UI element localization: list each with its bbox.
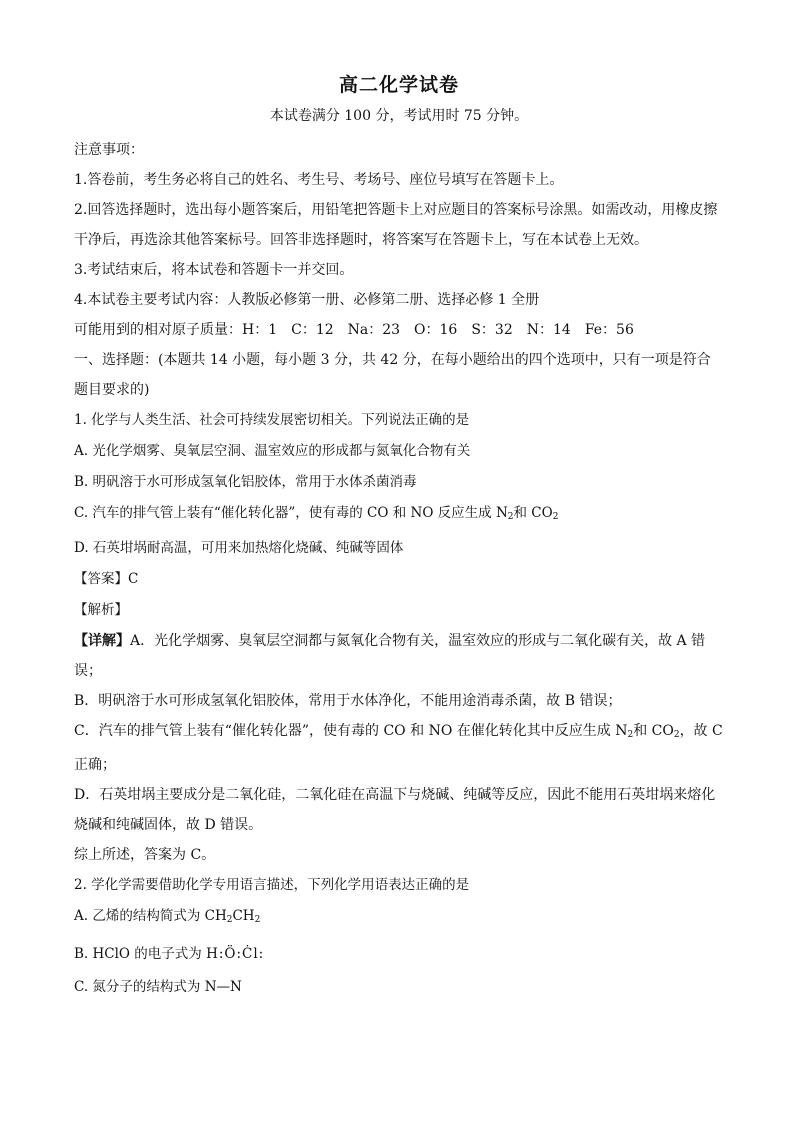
question-1-summary: 综上所述，答案为 C。: [74, 847, 216, 863]
exam-page: [74, 70, 724, 1003]
question-1-option-a: A. 光化学烟雾、臭氧层空洞、温室效应的形成都与氮氧化合物有关: [74, 443, 471, 459]
question-1-answer: 【答案】C: [74, 571, 139, 587]
section-heading: 一、选择题：(本题共 14 小题，每小题 3 分，共 42 分，在每小题给出的四个选项中，只有一项是符合题目要求的): [74, 352, 711, 398]
question-1-detail-a: 【详解】A．光化学烟雾、臭氧层空洞都与氮氧化合物有关，温室效应的形成与二氧化碳有关，故 A 错误；: [74, 633, 706, 679]
question-1-option-b: B. 明矾溶于水可形成氢氧化铝胶体，常用于水体杀菌消毒: [74, 474, 417, 490]
hclo-electron-formula: H:Ö:Ċl:: [206, 946, 265, 962]
exam-subtitle: 本试卷满分 100 分，考试用时 75 分钟。: [269, 108, 529, 124]
question-2-option-b: B. HClO 的电子式为 H:Ö:Ċl:: [74, 946, 265, 962]
question-1-detail-d: D．石英坩埚主要成分是二氧化硅，二氧化硅在高温下与烧碱、纯碱等反应，因此不能用石英坩埚来熔化烧碱和纯碱固体，故 D 错误。: [74, 787, 716, 833]
notice-item: 1.答卷前，考生务必将自己的姓名、考生号、考场号、座位号填写在答题卡上。: [74, 172, 564, 188]
notice-heading: 注意事项：: [74, 142, 144, 158]
question-2-option-a: A. 乙烯的结构简式为 $CH_2CH_2$: [74, 908, 261, 925]
question-1-option-c: C. 汽车的排气管上装有“催化转化器”，使有毒的 CO 和 NO 反应生成 $N_2$和 $CO_2$: [74, 505, 559, 522]
question-2-option-c: C. 氮分子的结构式为 N—N: [74, 979, 242, 995]
page-title: 高二化学试卷: [338, 74, 459, 96]
notice-item: 4.本试卷主要考试内容：人教版必修第一册、必修第二册、选择必修 1 全册: [74, 292, 540, 308]
notice-item: 3.考试结束后，将本试卷和答题卡一并交回。: [74, 262, 354, 278]
question-1-option-d: D. 石英坩埚耐高温，可用来加热熔化烧碱、纯碱等固体: [74, 540, 404, 556]
question-2-stem: 2. 学化学需要借助化学专用语言描述，下列化学用语表达正确的是: [74, 877, 470, 893]
notice-item: 2.回答选择题时，选出每小题答案后，用铅笔把答题卡上对应题目的答案标号涂黑。如需改动，用橡皮擦干净后，再选涂其他答案标号。回答非选择题时，将答案写在答题卡上，写在本试卷上无效。: [74, 202, 718, 248]
question-1-analysis-label: 【解析】: [74, 602, 128, 618]
question-1-detail-c: C．汽车的排气管上装有“催化转化器”，使有毒的 CO 和 NO 在催化转化其中反应生成 $N_2$和 $CO_2$，故 C 正确；: [74, 723, 723, 773]
question-1-detail-b: B．明矾溶于水可形成氢氧化铝胶体，常用于水体净化，不能用途消毒杀菌，故 B 错误；: [74, 693, 622, 709]
atomic-masses: 可能用到的相对原子质量：H：1 C：12 Na：23 O：16 S：32 N：14 Fe：56: [74, 322, 634, 338]
question-1-stem: 1. 化学与人类生活、社会可持续发展密切相关。下列说法正确的是: [74, 412, 470, 428]
